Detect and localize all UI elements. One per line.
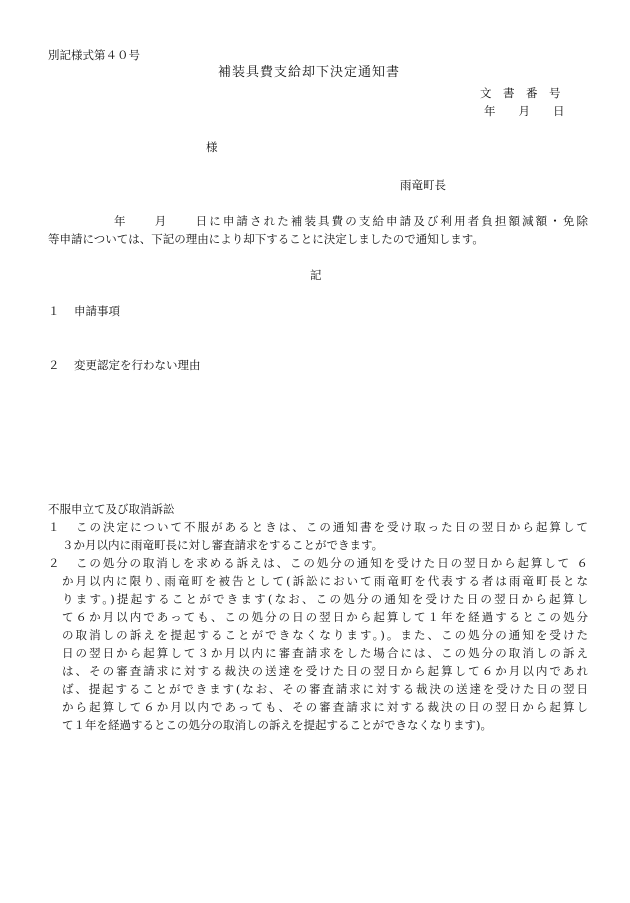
intro-line-1: 年 月 日に申請された補装具費の支給申請及び利用者負担額減額・免除 — [114, 214, 588, 228]
appeal-item-2-line: この処分の取消しを求める訴えは、この処分の通知を受けた日の翌日から起算して ６ — [76, 556, 588, 570]
document-number-label: 文 書 番 号 — [480, 86, 561, 100]
intro-line-2: 等申請については、下記の理由により却下することに決定しましたので通知します。 — [48, 232, 484, 246]
appeal-item-2-line: て１年を経過するとこの処分の取消しの訴えを提起することができなくなります)。 — [62, 718, 492, 732]
section-1-number: １ — [48, 304, 60, 318]
issuer-name: 雨竜町長 — [400, 178, 446, 192]
appeal-item-2-line: か月以内に限り､雨竜町を被告として(訴訟において雨竜町を代表する者は雨竜町長とな — [62, 574, 588, 588]
appeal-item-1-line: ３か月以内に雨竜町長に対し審査請求をすることができます。 — [62, 538, 384, 552]
appeal-item-1-number: １ — [48, 520, 60, 534]
date-label: 年 月 日 — [484, 104, 565, 118]
ki-heading: 記 — [310, 268, 322, 282]
section-2-number: ２ — [48, 358, 60, 372]
appeal-item-1-line: この決定について不服があるときは、この通知書を受け取った日の翌日から起算して — [76, 520, 588, 534]
appeal-item-2-line: ります。)提起することができます(なお、この処分の通知を受けた日の翌日から起算し — [62, 592, 588, 606]
document-title: 補装具費支給却下決定通知書 — [218, 65, 401, 80]
appeal-item-2-line: の取消しの訴えを提起することができなくなります。)。また、この処分の通知を受けた — [62, 628, 588, 642]
form-number: 別記様式第４０号 — [48, 48, 140, 62]
section-2-label: 変更認定を行わない理由 — [74, 358, 201, 372]
addressee-suffix: 様 — [206, 140, 218, 154]
appeal-item-2-line: ば、提起することができます(なお、その審査請求に対する裁決の送達を受けた日の翌日 — [62, 682, 588, 696]
appeal-item-2-line: から起算して６か月以内であっても、その審査請求に対する裁決の日の翌日から起算し — [62, 700, 588, 714]
appeal-item-2-line: は、その審査請求に対する裁決の送達を受けた日の翌日から起算して６か月以内であれ — [62, 664, 588, 678]
appeal-heading: 不服申立て及び取消訴訟 — [48, 502, 175, 516]
section-1-label: 申請事項 — [74, 304, 120, 318]
appeal-item-2-number: ２ — [48, 556, 60, 570]
appeal-item-2-line: て６か月以内であっても、この処分の日の翌日から起算して１年を経過するとこの処分 — [62, 610, 588, 624]
appeal-item-2-line: 日の翌日から起算して３か月以内に審査請求をした場合には、この処分の取消しの訴え — [62, 646, 588, 660]
